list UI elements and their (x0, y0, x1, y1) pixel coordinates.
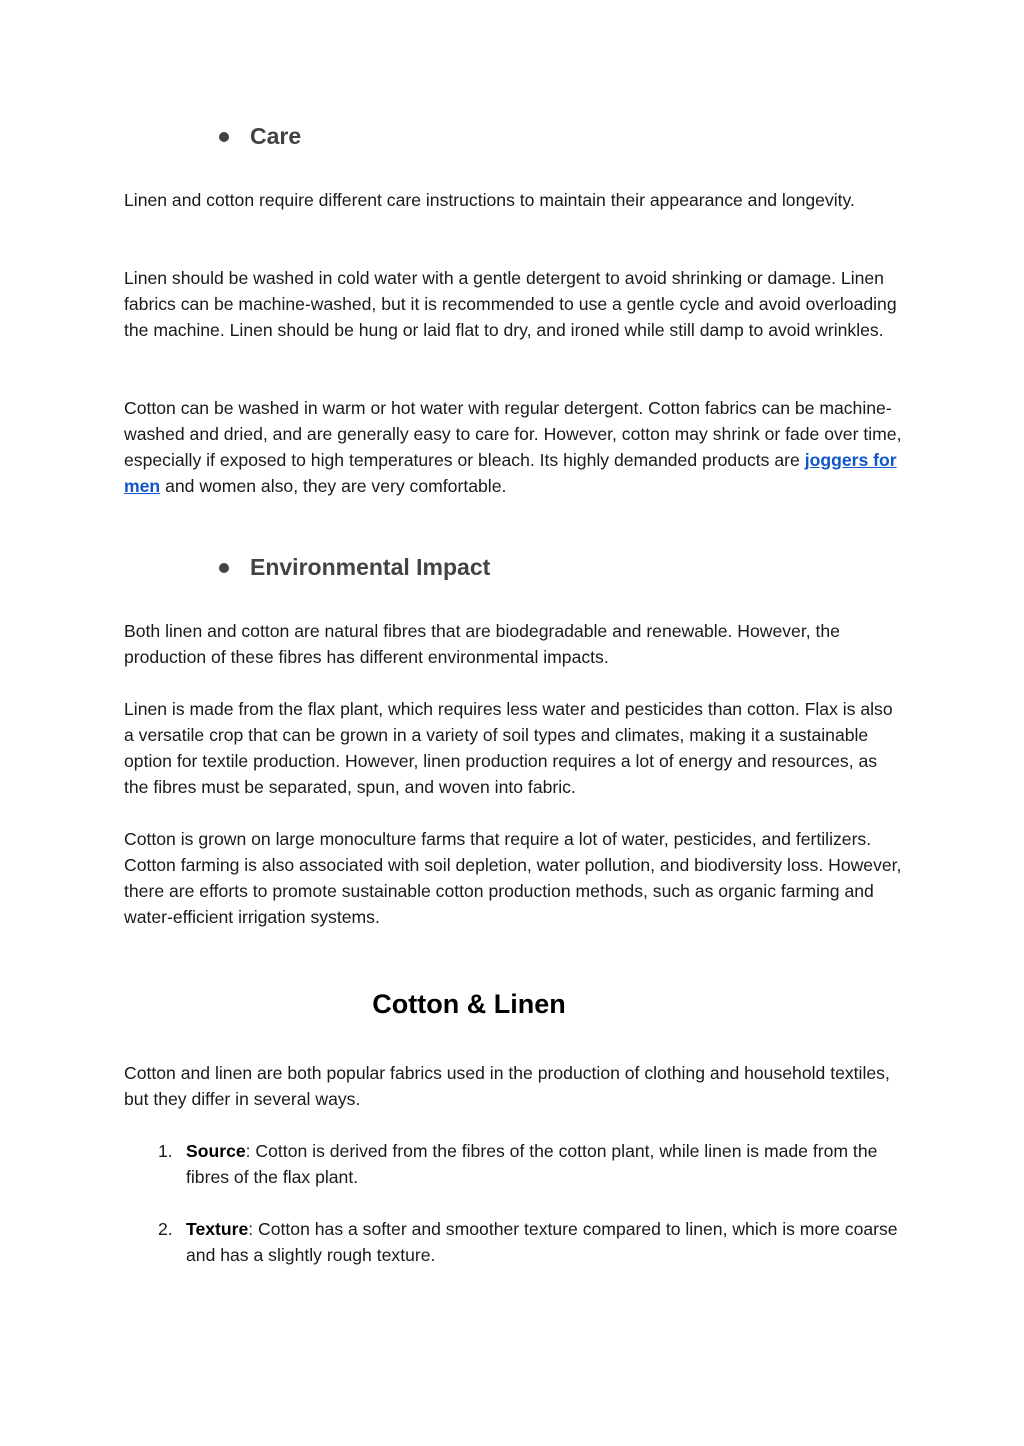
cotton-care-paragraph (124, 395, 904, 499)
linen-environment-paragraph: Linen is made from the flax plant, which requires less water and pesticides than cotton. Flax is also a versatile crop that can be grown in a variety of soil types and climates, making it a sustainable option for textile production. However, linen production requires a lot of energy and resources, as the fibres must be separated, spun, and woven into fabric. (124, 699, 893, 797)
environmental-impact-heading (216, 554, 490, 581)
care-heading (216, 123, 301, 150)
cotton-care-text: Cotton can be washed in warm or hot water with regular detergent. Cotton fabrics can be machine-washed and dried, and are generally easy to care for. However, cotton may shrink or fade over time, especially if exposed to high temperatures or bleach. Its highly demanded products are (124, 398, 902, 470)
bullet-icon (219, 132, 229, 142)
care-heading-text: Care (250, 123, 302, 149)
linen-care-paragraph: Linen should be washed in cold water with a gentle detergent to avoid shrinking or damage. Linen fabrics can be machine-washed, but it is recommended to use a gentle cycle and avoid overloading the machine. Linen should be hung or laid flat to dry, and ironed while still damp to avoid wrinkles. (124, 268, 897, 340)
list-number: 1. (158, 1141, 173, 1161)
cotton-environment-paragraph: Cotton is grown on large monoculture farms that require a lot of water, pesticides, and fertilizers. Cotton farming is also associated with soil depletion, water pollution, and biodiversity loss. However, there are efforts to promote sustainable cotton production methods, such as organic farming and water-efficient irrigation systems. (124, 829, 902, 927)
list-term: Source (186, 1141, 246, 1161)
list-text: : Cotton has a softer and smoother texture compared to linen, which is more coarse and has a slightly rough texture. (186, 1219, 898, 1265)
joggers-for-men-link[interactable]: joggers for men (124, 450, 897, 496)
cotton-linen-intro-paragraph: Cotton and linen are both popular fabrics used in the production of clothing and household textiles, but they differ in several ways. (124, 1063, 890, 1109)
cotton-care-text-end: and women also, they are very comfortable. (160, 476, 507, 496)
list-item-source (124, 1138, 904, 1190)
bullet-icon (219, 563, 229, 573)
list-item-texture (124, 1216, 904, 1268)
environmental-impact-heading-text: Environmental Impact (250, 554, 491, 580)
care-intro-paragraph: Linen and cotton require different care instructions to maintain their appearance and longevity. (124, 190, 855, 210)
environment-intro-paragraph: Both linen and cotton are natural fibres that are biodegradable and renewable. However, the production of these fibres has different environmental impacts. (124, 621, 840, 667)
list-text: : Cotton is derived from the fibres of the cotton plant, while linen is made from the fibres of the flax plant. (186, 1141, 878, 1187)
list-term: Texture (186, 1219, 249, 1239)
cotton-linen-title: Cotton & Linen (372, 989, 566, 1019)
list-number: 2. (158, 1219, 173, 1239)
